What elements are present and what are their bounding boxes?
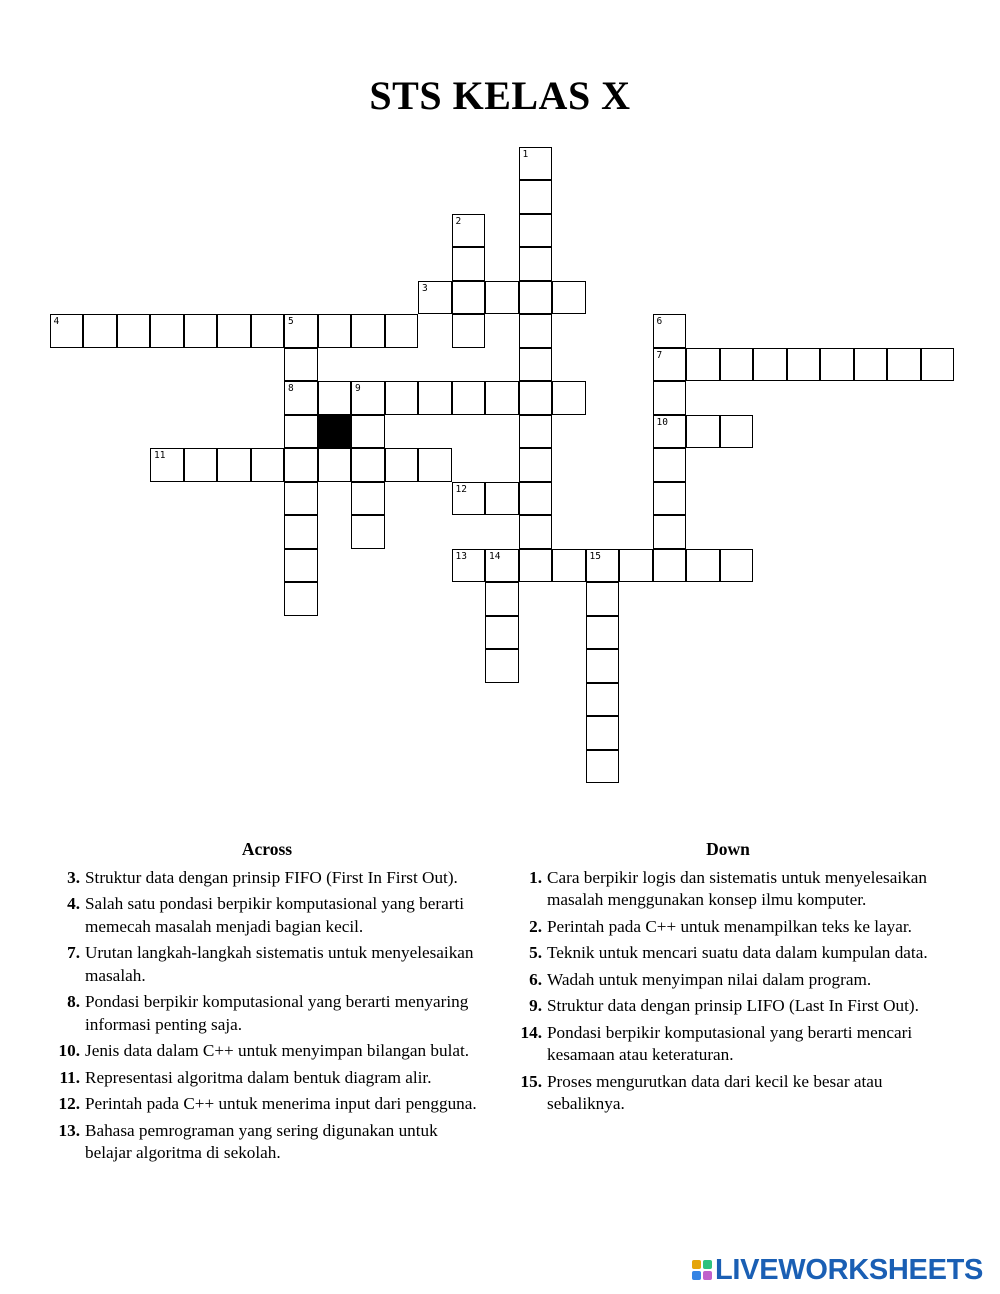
- crossword-cell[interactable]: [586, 649, 620, 683]
- cell-number: 14: [489, 550, 501, 562]
- across-heading: Across: [241, 839, 293, 859]
- crossword-cell[interactable]: [284, 381, 318, 415]
- down-clue: [513, 969, 943, 992]
- crossword-cell[interactable]: [318, 448, 352, 482]
- down-heading: Down: [706, 839, 750, 859]
- crossword-cell[interactable]: [519, 247, 553, 281]
- across-clues: [51, 838, 483, 1169]
- down-clues: [513, 838, 943, 1120]
- across-clue: [51, 893, 483, 938]
- clue-number: 8.: [67, 992, 80, 1011]
- clue-number: 5.: [529, 943, 542, 962]
- crossword-cell[interactable]: [318, 381, 352, 415]
- clue-number: 3.: [67, 867, 80, 887]
- crossword-cell[interactable]: [485, 381, 519, 415]
- clue-number: 13.: [58, 1120, 80, 1140]
- clue-number: 9.: [529, 996, 542, 1015]
- crossword-cell[interactable]: [284, 314, 318, 348]
- crossword-cell[interactable]: [251, 314, 285, 348]
- crossword-cell[interactable]: [686, 549, 720, 583]
- logo-icon: [692, 1260, 712, 1280]
- crossword-cell[interactable]: [519, 381, 553, 415]
- crossword-cell[interactable]: [820, 348, 854, 382]
- crossword-cell[interactable]: [519, 147, 553, 181]
- crossword-cell[interactable]: [452, 314, 486, 348]
- logo-square: [692, 1271, 701, 1280]
- cell-number: 11: [154, 450, 166, 461]
- logo-text: LIVEWORKSHEETS: [715, 1253, 984, 1286]
- cell-number: 12: [455, 483, 467, 495]
- crossword-cell[interactable]: [519, 314, 553, 348]
- clue-text: Proses mengurutkan data dari kecil ke besar atau sebaliknya.: [547, 1071, 883, 1113]
- liveworksheets-logo: [692, 1252, 983, 1288]
- crossword-cell[interactable]: [586, 549, 620, 583]
- across-clue: [51, 991, 483, 1036]
- crossword-cell[interactable]: [720, 415, 754, 449]
- crossword-cell[interactable]: [351, 482, 385, 516]
- clue-text: Struktur data dengan prinsip LIFO (Last In First Out).: [547, 996, 919, 1015]
- crossword-cell[interactable]: [485, 482, 519, 516]
- crossword-cell[interactable]: [720, 348, 754, 382]
- crossword-cell[interactable]: [686, 415, 720, 449]
- across-clue: [51, 1040, 483, 1063]
- crossword-cell[interactable]: [753, 348, 787, 382]
- down-clue: [513, 867, 943, 912]
- crossword-cell[interactable]: [787, 348, 821, 382]
- cell-number: 3: [422, 282, 428, 294]
- cell-number: 10: [656, 416, 668, 428]
- clue-text: Cara berpikir logis dan sistematis untuk menyelesaikan masalah menggunakan konsep ilmu komputer.: [547, 867, 927, 909]
- crossword-cell[interactable]: [150, 314, 184, 348]
- crossword-cell[interactable]: [653, 448, 687, 482]
- crossword-cell[interactable]: [284, 348, 318, 382]
- clue-text: Perintah pada C++ untuk menerima input dari pengguna.: [85, 1094, 477, 1113]
- crossword-cell[interactable]: [586, 716, 620, 750]
- clue-text: Struktur data dengan prinsip FIFO (First In First Out).: [85, 867, 458, 887]
- crossword-cell[interactable]: [385, 448, 419, 482]
- clue-number: 6.: [529, 969, 542, 989]
- clue-number: 1.: [529, 867, 542, 887]
- crossword-cell[interactable]: [418, 381, 452, 415]
- crossword-cell[interactable]: [519, 281, 553, 315]
- crossword-cell[interactable]: [653, 549, 687, 583]
- across-clue: [51, 1093, 483, 1116]
- clue-number: 2.: [529, 916, 542, 936]
- clue-text: Urutan langkah-langkah sistematis untuk menyelesaikan masalah.: [85, 943, 474, 985]
- crossword-cell[interactable]: [251, 448, 285, 482]
- crossword-cell[interactable]: [385, 381, 419, 415]
- crossword-cell[interactable]: [184, 448, 218, 482]
- crossword-cell[interactable]: [519, 549, 553, 583]
- clue-text: Pondasi berpikir komputasional yang berarti menyaring informasi penting saja.: [85, 992, 469, 1034]
- crossword-cell[interactable]: [452, 482, 486, 516]
- crossword-cell[interactable]: [418, 281, 452, 315]
- crossword-cell[interactable]: [318, 314, 352, 348]
- crossword-cell[interactable]: [83, 314, 117, 348]
- down-clue: [513, 1071, 943, 1116]
- cell-number: 6: [656, 316, 663, 327]
- crossword-cell[interactable]: [217, 314, 251, 348]
- crossword-cell[interactable]: [519, 415, 553, 449]
- crossword-cell[interactable]: [686, 348, 720, 382]
- crossword-cell[interactable]: [485, 582, 519, 616]
- cell-number: 8: [288, 383, 294, 394]
- crossword-cell[interactable]: [184, 314, 218, 348]
- clue-text: Perintah pada C++ untuk menampilkan teks ke layar.: [547, 916, 912, 936]
- clue-text: Salah satu pondasi berpikir komputasional yang berarti memecah masalah menjadi bagian kecil.: [85, 894, 464, 936]
- crossword-cell[interactable]: [385, 314, 419, 348]
- down-clue: [513, 1022, 943, 1067]
- crossword-cell[interactable]: [485, 549, 519, 583]
- crossword-cell[interactable]: [887, 348, 921, 382]
- crossword-cell[interactable]: [854, 348, 888, 382]
- clue-text: Jenis data dalam C++ untuk menyimpan bilangan bulat.: [85, 1041, 470, 1060]
- down-clue: [513, 995, 943, 1018]
- cell-number: 1: [522, 148, 529, 160]
- crossword-cell[interactable]: [485, 649, 519, 683]
- crossword-cell[interactable]: [485, 616, 519, 650]
- crossword-cell[interactable]: [284, 415, 318, 449]
- crossword-cell[interactable]: [351, 448, 385, 482]
- crossword-cell[interactable]: [653, 515, 687, 549]
- crossword-cell[interactable]: [351, 314, 385, 348]
- clue-number: 15.: [520, 1071, 542, 1091]
- crossword-cell[interactable]: [150, 448, 184, 482]
- crossword-cell[interactable]: [519, 482, 553, 516]
- crossword-black-cell: [318, 415, 352, 449]
- clue-number: 14.: [520, 1022, 542, 1042]
- crossword-cell[interactable]: [284, 549, 318, 583]
- clue-text: Representasi algoritma dalam bentuk diagram alir.: [85, 1067, 432, 1087]
- clue-number: 11.: [59, 1067, 80, 1087]
- crossword-cell[interactable]: [351, 415, 385, 449]
- crossword-cell[interactable]: [552, 381, 586, 415]
- crossword-cell[interactable]: [452, 214, 486, 248]
- crossword-cell[interactable]: [619, 549, 653, 583]
- clue-text: Pondasi berpikir komputasional yang berarti mencari kesamaan atau keteraturan.: [547, 1022, 913, 1064]
- cell-number: 9: [355, 383, 361, 394]
- logo-square: [703, 1271, 712, 1280]
- crossword-cell[interactable]: [586, 582, 620, 616]
- crossword-cell[interactable]: [452, 381, 486, 415]
- crossword-cell[interactable]: [217, 448, 251, 482]
- crossword-cell[interactable]: [485, 281, 519, 315]
- across-clue: [51, 1120, 483, 1165]
- crossword-cell[interactable]: [552, 281, 586, 315]
- crossword-cell[interactable]: [552, 549, 586, 583]
- crossword-cell[interactable]: [586, 750, 620, 784]
- cell-number: 15: [589, 550, 601, 562]
- clue-text: Wadah untuk menyimpan nilai dalam program.: [547, 969, 872, 989]
- crossword-cell[interactable]: [452, 247, 486, 281]
- crossword-cell[interactable]: [519, 515, 553, 549]
- crossword-cell[interactable]: [452, 549, 486, 583]
- across-clue: [51, 867, 483, 890]
- crossword-cell[interactable]: [519, 180, 553, 214]
- cell-number: 5: [288, 316, 294, 327]
- crossword-cell[interactable]: [284, 515, 318, 549]
- clue-number: 4.: [67, 894, 80, 913]
- crossword-cell[interactable]: [519, 214, 553, 248]
- worksheet-title: STS KELAS X: [369, 73, 631, 118]
- crossword-cell[interactable]: [351, 381, 385, 415]
- crossword-cell[interactable]: [921, 348, 955, 382]
- logo-square: [692, 1260, 701, 1269]
- crossword-cell[interactable]: [351, 515, 385, 549]
- cell-number: 2: [455, 215, 462, 227]
- across-clue: [51, 1067, 483, 1090]
- crossword-cell[interactable]: [519, 348, 553, 382]
- down-clue: [513, 942, 943, 965]
- clue-number: 10.: [58, 1041, 80, 1060]
- crossword-cell[interactable]: [720, 549, 754, 583]
- crossword-cell[interactable]: [284, 448, 318, 482]
- crossword-cell[interactable]: [519, 448, 553, 482]
- logo-square: [703, 1260, 712, 1269]
- clue-text: Bahasa pemrograman yang sering digunakan untuk belajar algoritma di sekolah.: [85, 1120, 438, 1162]
- crossword-cell[interactable]: [452, 281, 486, 315]
- cell-number: 7: [656, 349, 663, 361]
- crossword-cell[interactable]: [653, 348, 687, 382]
- clue-number: 7.: [67, 943, 80, 962]
- crossword-cell[interactable]: [418, 448, 452, 482]
- crossword-cell[interactable]: [653, 314, 687, 348]
- crossword-cell[interactable]: [50, 314, 84, 348]
- crossword-cell[interactable]: [586, 616, 620, 650]
- across-clue: [51, 942, 483, 987]
- crossword-cell[interactable]: [117, 314, 151, 348]
- clue-number: 12.: [58, 1094, 80, 1113]
- cell-number: 4: [53, 316, 60, 327]
- crossword-cell[interactable]: [284, 582, 318, 616]
- down-clue: [513, 916, 943, 939]
- clue-text: Teknik untuk mencari suatu data dalam kumpulan data.: [547, 943, 928, 962]
- crossword-cell[interactable]: [586, 683, 620, 717]
- crossword-cell[interactable]: [653, 415, 687, 449]
- crossword-cell[interactable]: [284, 482, 318, 516]
- cell-number: 13: [455, 550, 467, 562]
- crossword-cell[interactable]: [653, 381, 687, 415]
- crossword-cell[interactable]: [653, 482, 687, 516]
